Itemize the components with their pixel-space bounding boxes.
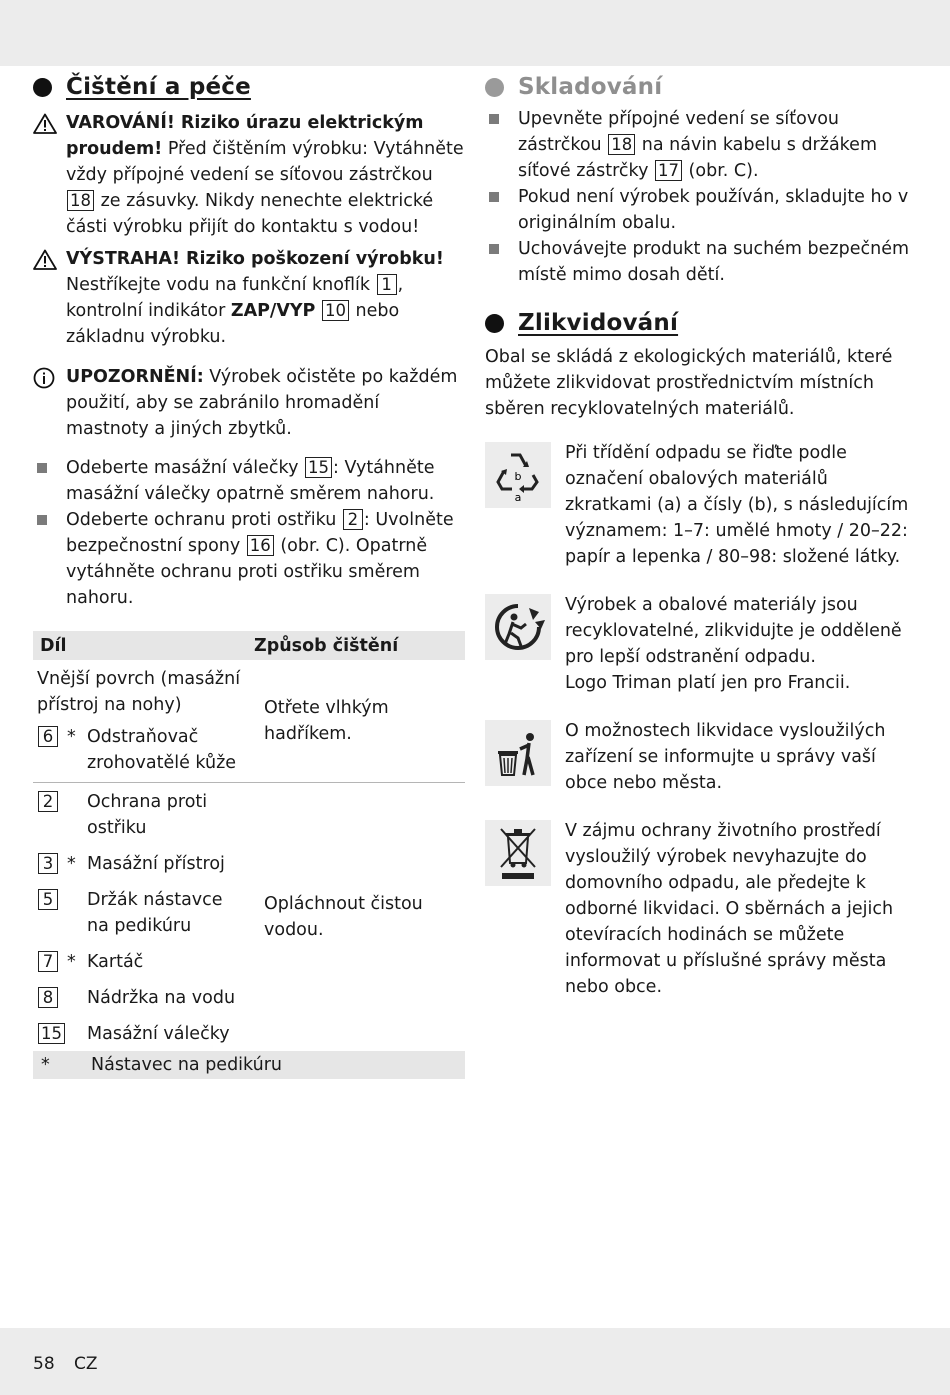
warning-triangle-icon <box>33 110 66 240</box>
table-part-row <box>33 1021 247 1047</box>
table-part-row <box>33 724 247 776</box>
recycling-code-text: Při třídění odpadu se řiďte podle označení obalových materiálů zkratkami (a) a čísly (b), s následujícím významem: 1–7: umělé hmoty / 20–22: papír a lepenka / 80–98: složené látky. <box>565 443 909 567</box>
list-item: Uchovávejte produkt na suchém bezpečném místě mimo dosah dětí. <box>485 236 910 288</box>
storage-heading <box>485 74 910 100</box>
recycling-label-a: a <box>514 491 522 503</box>
cleaning-table <box>33 631 465 1079</box>
storage-title: Skladování <box>518 74 663 100</box>
recycling-code-block <box>485 440 910 570</box>
list-item: Odeberte ochranu proti ostřiku 2 : Uvolněte bezpečnostní spony 16 (obr. C). Opatrně vytáhněte ochranu proti ostřiku směrem nahoru. <box>33 507 467 611</box>
table-cell-method: Otřete vlhkým hadříkem. <box>264 698 389 744</box>
table-part-row <box>33 887 247 939</box>
table-cell-method: Opláchnout čistou vodou. <box>264 894 423 940</box>
part-label: Nádržka na vodu <box>87 988 236 1008</box>
part-number: 18 <box>608 134 635 155</box>
accessory-star: * <box>67 854 76 874</box>
waste-bin-person-icon <box>485 720 551 786</box>
accessory-star <box>67 887 87 939</box>
table-part-row <box>33 789 247 841</box>
municipal-text: O možnostech likvidace vysloužilých zařízení se informujte u správy vaší obce nebo města. <box>565 721 886 793</box>
municipal-block <box>485 718 910 796</box>
crossed-bin-icon <box>485 820 551 886</box>
square-bullet-icon <box>489 114 499 124</box>
table-part-row <box>33 851 247 877</box>
storage-list <box>485 106 910 288</box>
square-bullet-icon <box>489 192 499 202</box>
part-number: 16 <box>247 535 274 556</box>
language-code: CZ <box>74 1354 98 1374</box>
table-part-row <box>33 985 247 1011</box>
part-label: Ochrana proti ostřiku <box>87 792 208 838</box>
list-item: Upevněte přípojné vedení se síťovou zástrčkou 18 na návin kabelu s držákem síťové zástrčky 17 (obr. C). <box>485 106 910 184</box>
info-note: UPOZORNĚNÍ: Výrobek očistěte po každém použití, aby se zabránilo hromadění mastnoty a jiných zbytků. <box>33 364 467 442</box>
accessory-star <box>67 1021 87 1047</box>
page-footer <box>33 1354 98 1374</box>
top-band <box>0 0 950 66</box>
part-label: Kartáč <box>87 952 144 972</box>
cleaning-heading <box>33 74 467 100</box>
weee-block <box>485 818 910 1000</box>
disposal-heading <box>485 310 910 336</box>
disposal-intro: Obal se skládá z ekologických materiálů, které můžete zlikvidovat prostřednictvím místních sběren recyklovatelných materiálů. <box>485 347 893 419</box>
table-cell: Vnější povrch (masážní přístroj na nohy) <box>37 669 241 715</box>
part-number: 1 <box>377 274 397 295</box>
weee-text: V zájmu ochrany životního prostředí vysloužilý výrobek nevyhazujte do domovního odpadu, ale předejte k odborné likvidaci. O sběrnách a jejich otevíracích hodinách se můžete informovat u příslušné správy města nebo obce. <box>565 821 894 997</box>
triman-text: Výrobek a obalové materiály jsou recyklovatelné, zlikvidujte je odděleně pro lepší odstranění odpadu. <box>565 595 902 667</box>
part-number: 2 <box>343 509 363 530</box>
part-number: 3 <box>38 853 58 874</box>
triman-block <box>485 592 910 696</box>
cleaning-section <box>33 74 467 1079</box>
accessory-star: * <box>67 727 76 747</box>
part-number: 18 <box>67 190 94 211</box>
table-footnote-row: * Nástavec na pedikúru <box>33 1051 465 1079</box>
warning-damage: VÝSTRAHA! Riziko poškození výrobku! Nestříkejte vodu na funkční knoflík 1 , kontrolní indikátor ZAP/VYP 10 nebo základnu výrobku. <box>33 246 467 350</box>
bottom-band <box>0 1328 950 1395</box>
part-number: 5 <box>38 889 58 910</box>
square-bullet-icon <box>37 463 47 473</box>
list-item: Odeberte masážní válečky 15 : Vytáhněte masážní válečky opatrně směrem nahoru. <box>33 455 467 507</box>
table-part-row <box>33 949 247 975</box>
triman-logo-icon <box>485 594 551 660</box>
triman-note: Logo Triman platí jen pro Francii. <box>565 673 851 693</box>
part-number: 7 <box>38 951 58 972</box>
warning-triangle-icon <box>33 246 66 350</box>
part-number: 2 <box>38 791 58 812</box>
part-label: Masážní válečky <box>87 1024 230 1044</box>
part-label: Masážní přístroj <box>87 854 225 874</box>
part-number: 15 <box>38 1023 65 1044</box>
warning-electric: VAROVÁNÍ! Riziko úrazu elektrickým proudem! Před čištěním výrobku: Vytáhněte vždy přípojné vedení se síťovou zástrčkou 18 ze zásuvky. Nikdy nenechte elektrické části výrobku přijít do kontaktu s vodou! <box>33 110 467 240</box>
page-number: 58 <box>33 1354 55 1374</box>
info-icon <box>33 364 66 442</box>
square-bullet-icon <box>489 244 499 254</box>
accessory-star <box>67 985 87 1011</box>
disposal-title: Zlikvidování <box>518 310 679 336</box>
recycling-label-b: b <box>514 470 522 483</box>
table-header-part: Díl <box>33 631 247 660</box>
part-number: 10 <box>322 300 349 321</box>
bullet-dot-icon <box>33 78 52 97</box>
part-label: Držák nástavce na pedikúru <box>87 890 223 936</box>
bullet-dot-icon <box>485 78 504 97</box>
accessory-star: * <box>67 952 76 972</box>
square-bullet-icon <box>37 515 47 525</box>
table-row <box>33 660 465 783</box>
table-row <box>33 783 465 1052</box>
recycling-code-icon <box>485 442 551 508</box>
part-number: 8 <box>38 987 58 1008</box>
bullet-dot-icon <box>485 314 504 333</box>
cleaning-title: Čištění a péče <box>66 74 251 100</box>
cleaning-steps <box>33 455 467 611</box>
part-number: 6 <box>38 726 58 747</box>
part-number: 15 <box>305 457 332 478</box>
part-number: 17 <box>655 160 682 181</box>
part-label: Odstraňovač zrohovatělé kůže <box>87 727 237 773</box>
table-header-method: Způsob čištění <box>247 631 465 660</box>
right-column <box>485 74 910 1000</box>
list-item: Pokud není výrobek používán, skladujte ho v originálním obalu. <box>485 184 910 236</box>
accessory-star <box>67 789 87 841</box>
